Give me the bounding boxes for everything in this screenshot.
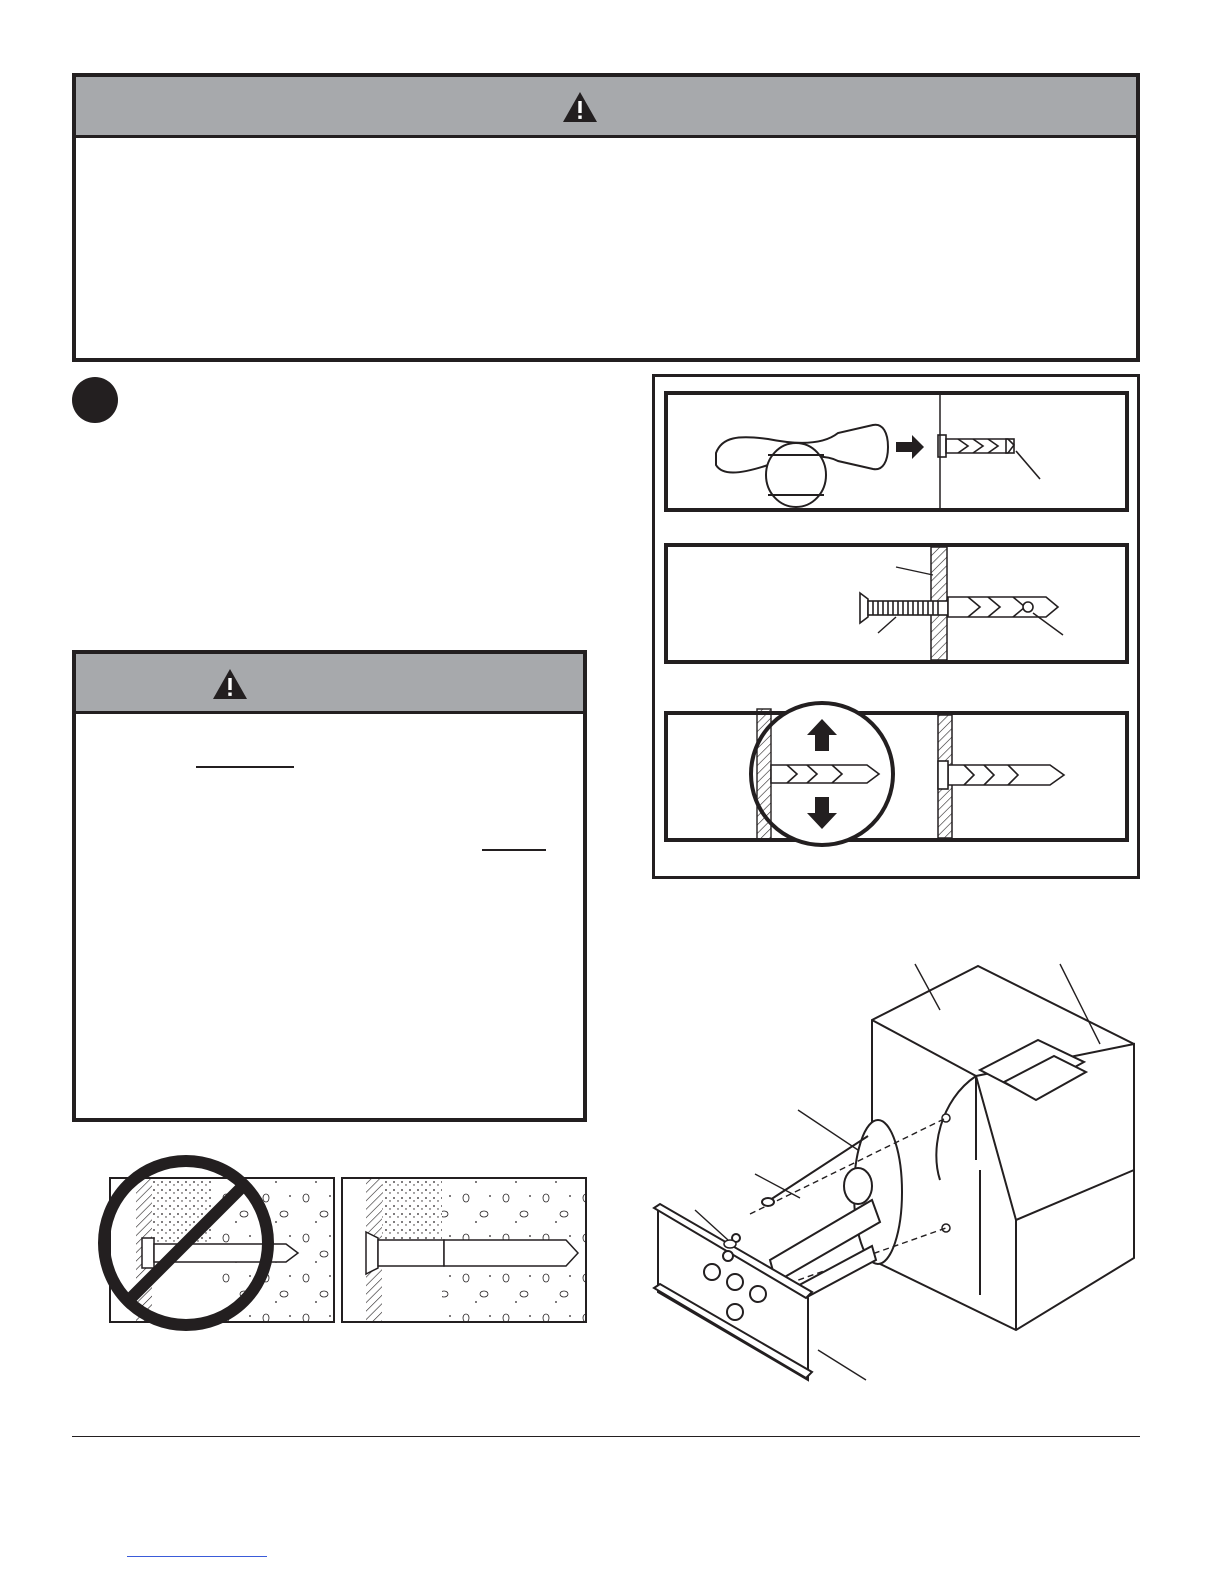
arrow-right-icon (896, 435, 924, 459)
top-warning-box (72, 73, 1140, 362)
inner-warning-header (76, 654, 583, 714)
warning-triangle-icon (212, 668, 248, 700)
warning-triangle-icon (562, 91, 598, 123)
anchor-icon (948, 597, 1058, 617)
inner-warning-box (72, 650, 587, 1122)
washer (724, 1240, 736, 1248)
underline-mark (482, 849, 546, 851)
panel-hammer-anchor (664, 391, 1129, 512)
anchor-icon (938, 761, 1064, 789)
step-number-circle (72, 377, 118, 423)
masonry-comparison (96, 1148, 588, 1333)
anchor-icon (938, 435, 1040, 479)
footer-link-underline[interactable] (127, 1556, 267, 1557)
hammer-illustration (668, 395, 1125, 508)
magnifier-detail-icon (747, 699, 897, 849)
footer-rule (72, 1436, 1140, 1437)
panel-screw-anchor (664, 543, 1129, 664)
anchor-install-figure (652, 374, 1140, 879)
underline-mark (196, 766, 294, 768)
top-warning-header (76, 77, 1136, 138)
wall-mount-illustration (640, 960, 1140, 1390)
screw-illustration (668, 547, 1125, 660)
mounting-bracket (654, 1204, 812, 1380)
